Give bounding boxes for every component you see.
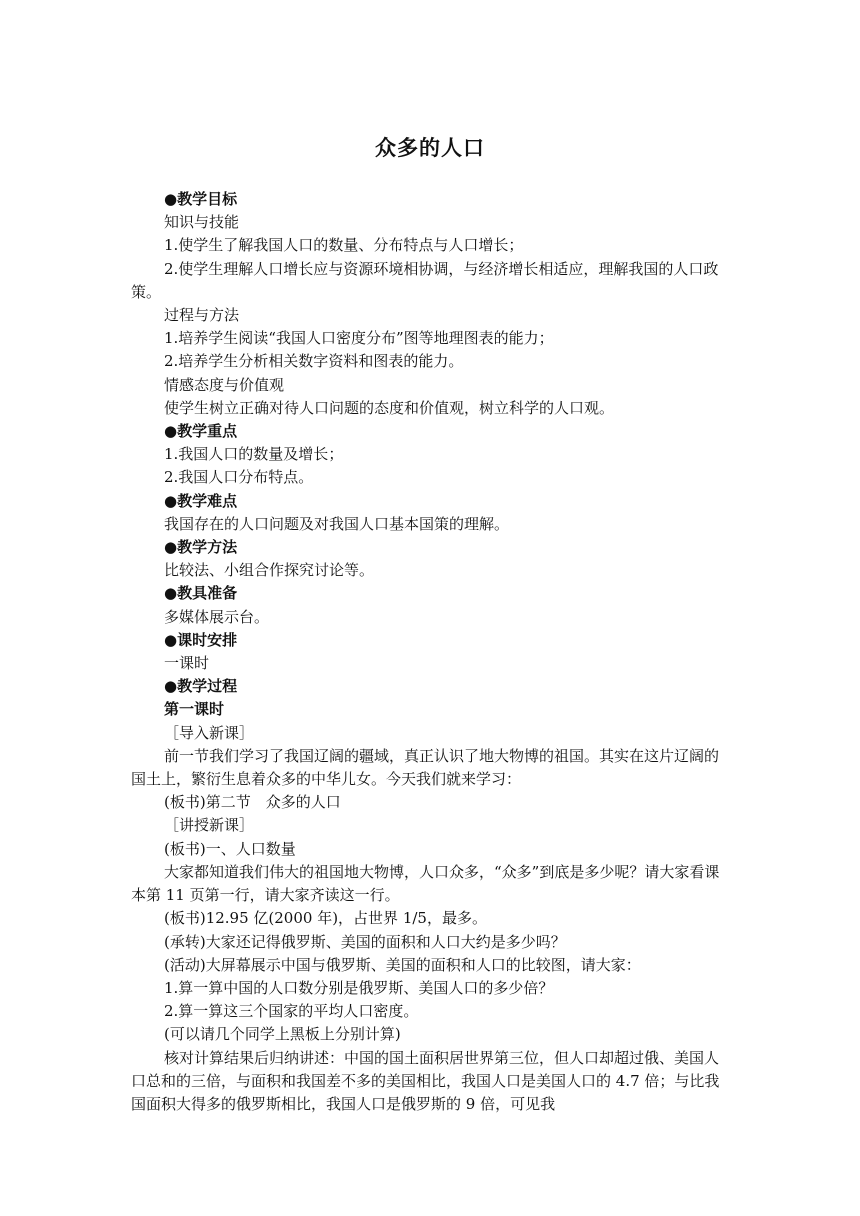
section-heading: ●教学目标 xyxy=(164,190,238,208)
paragraph: (活动)大屏幕展示中国与俄罗斯、美国的面积和人口的比较图，请大家： xyxy=(164,955,641,974)
paragraph: 1.我国人口的数量及增长； xyxy=(164,445,344,464)
paragraph: 2.我国人口分布特点。 xyxy=(164,468,314,487)
section-heading: ●教具准备 xyxy=(164,584,238,603)
paragraph: 前一节我们学习了我国辽阔的疆域，真正认识了地大物博的祖国。其实在这片辽阔的国土上，繁衍生息着众多的中华儿女。今天我们就来学习： xyxy=(131,746,720,789)
document-body xyxy=(131,188,731,1116)
section-heading: ●教学重点 xyxy=(164,422,238,441)
section-heading: ●教学方法 xyxy=(164,538,238,557)
paragraph: 1.算一算中国的人口数分别是俄罗斯、美国人口的多少倍？ xyxy=(164,978,554,997)
paragraph: (板书)第二节 众多的人口 xyxy=(164,793,341,812)
subheading: 知识与技能 xyxy=(164,213,240,232)
paragraph: 1.培养学生阅读“我国人口密度分布”图等地理图表的能力； xyxy=(164,329,554,348)
subheading: 情感态度与价值观 xyxy=(164,375,285,394)
paragraph: 比较法、小组合作探究讨论等。 xyxy=(164,561,375,580)
paragraph: 一课时 xyxy=(164,654,210,673)
paragraph: 核对计算结果后归纳讲述：中国的国土面积居世界第三位，但人口却超过俄、美国人口总和的三倍，与面积和我国差不多的美国相比，我国人口是美国人口的 4.7 倍；与比我国面积大得多的俄罗斯相比，我国人口是俄罗斯的 9 倍，可见我 xyxy=(131,1048,720,1113)
paragraph: 1.使学生了解我国人口的数量、分布特点与人口增长； xyxy=(164,236,524,255)
paragraph: 使学生树立正确对待人口问题的态度和价值观，树立科学的人口观。 xyxy=(164,398,615,417)
section-heading: ●教学过程 xyxy=(164,677,238,696)
paragraph: 2.培养学生分析相关数字资料和图表的能力。 xyxy=(164,352,464,371)
lesson-heading: 第一课时 xyxy=(164,700,225,719)
paragraph: ［导入新课］ xyxy=(164,723,255,742)
paragraph: 我国存在的人口问题及对我国人口基本国策的理解。 xyxy=(164,514,510,533)
paragraph: ［讲授新课］ xyxy=(164,816,255,835)
paragraph: (板书)一、人口数量 xyxy=(164,839,296,858)
document-title: 众多的人口 xyxy=(375,136,485,160)
section-heading: ●课时安排 xyxy=(164,630,238,649)
paragraph: 2.使学生理解人口增长应与资源环境相协调，与经济增长相适应，理解我国的人口政策。 xyxy=(131,259,719,301)
paragraph: 2.算一算这三个国家的平均人口密度。 xyxy=(164,1002,419,1021)
paragraph: 多媒体展示台。 xyxy=(164,607,270,626)
paragraph: (板书)12.95 亿(2000 年)，占世界 1/5，最多。 xyxy=(164,909,487,928)
subheading: 过程与方法 xyxy=(164,306,240,325)
paragraph: (承转)大家还记得俄罗斯、美国的面积和人口大约是多少吗？ xyxy=(164,932,566,951)
paragraph: 大家都知道我们伟大的祖国地大物博，人口众多，“众多”到底是多少呢？请大家看课本第 11 页第一行，请大家齐读这一行。 xyxy=(131,862,720,905)
section-heading: ●教学难点 xyxy=(164,491,238,510)
paragraph: (可以请几个同学上黑板上分别计算) xyxy=(164,1025,401,1044)
